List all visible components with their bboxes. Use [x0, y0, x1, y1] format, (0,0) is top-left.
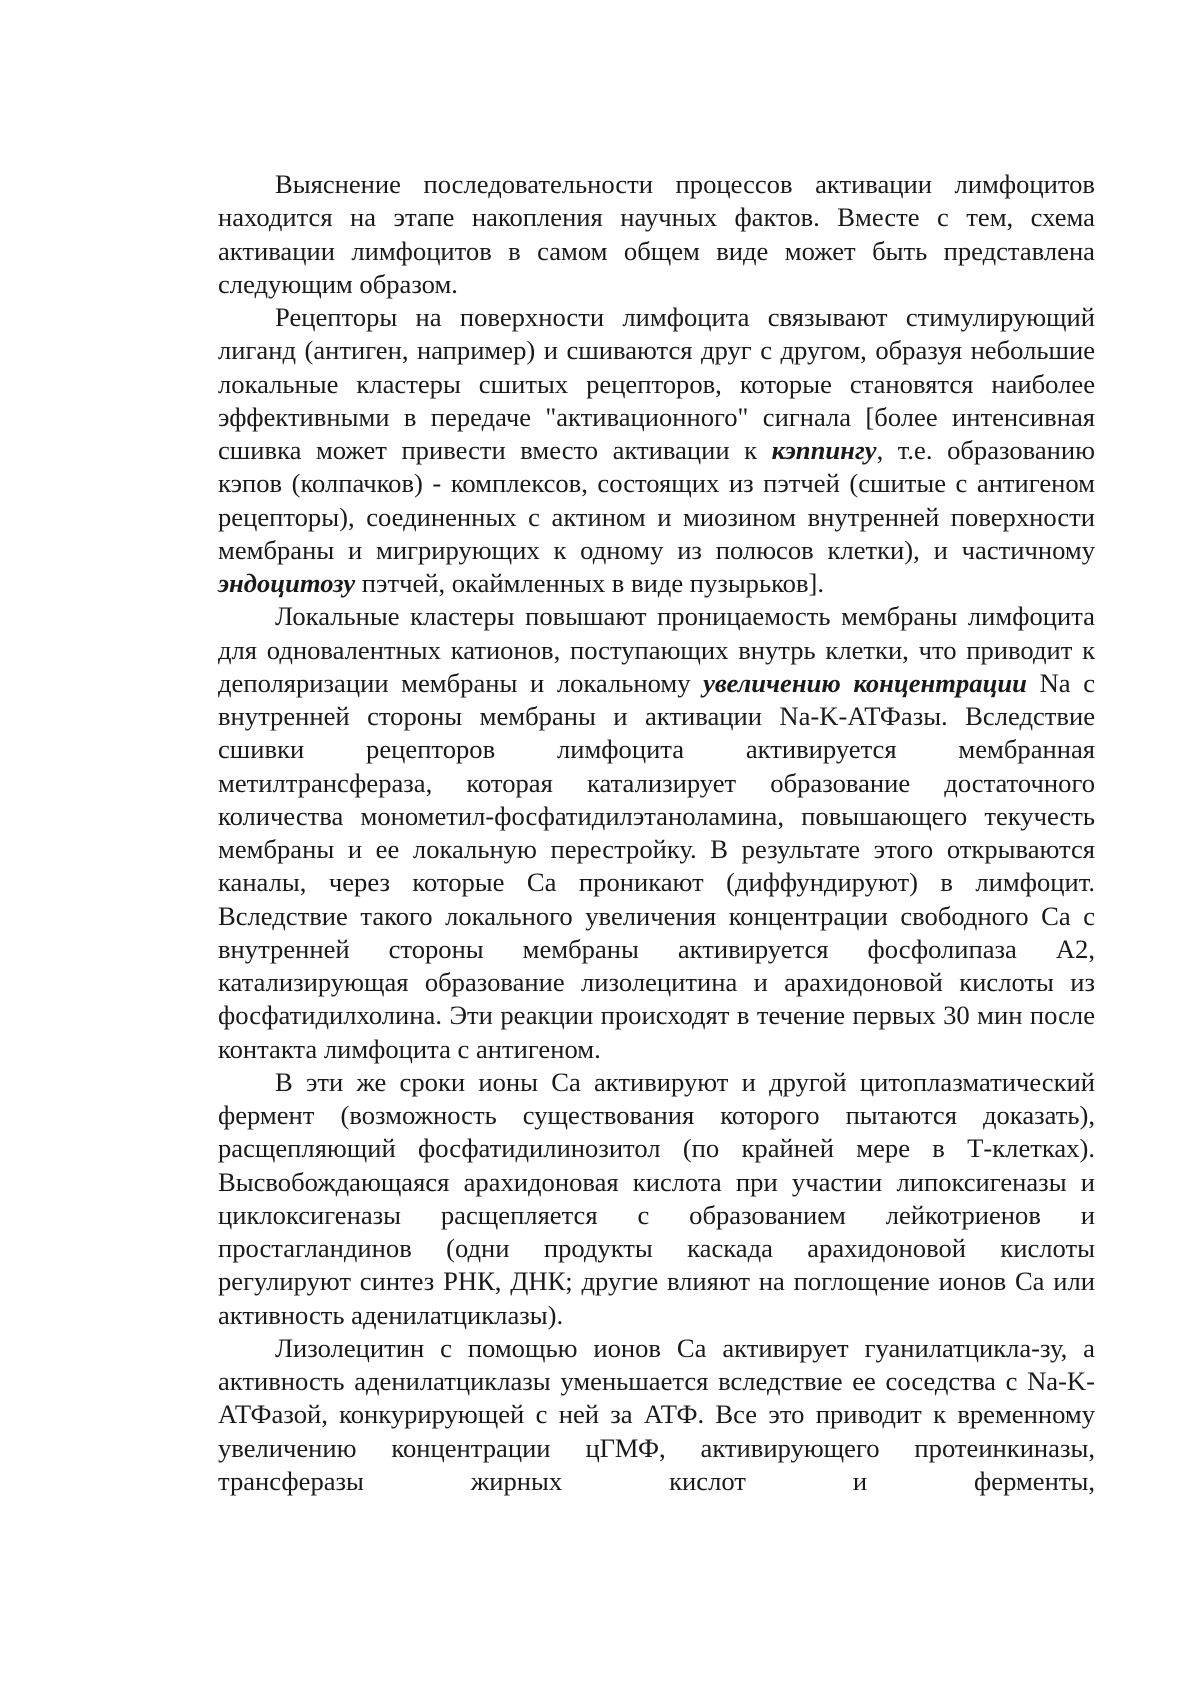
text-run: Локальные кластеры повышают проницаемость мембраны лимфоцита для одновалентных катионов, поступающих внутрь клетки, что приводит к деполяризации мембраны и локальному: [218, 601, 1095, 698]
emphasized-term: увеличению концентрации: [703, 667, 1027, 698]
paragraph: [218, 301, 1095, 600]
emphasized-term: эндоцитозу: [218, 568, 356, 598]
text-run: Выяснение последовательности процессов активации лимфоцитов находится на этапе накопления научных фактов. Вместе с тем, схема активации лимфоцитов в самом общем виде может быть представлена следующим образом.: [218, 169, 1095, 299]
text-run: Na с внутренней стороны мембраны и активации Na-K-АТФазы. Вследствие сшивки рецепторов лимфоцита активируется мембранная метилтрансфераза, которая катализирует образование достаточного количества монометил-фосфатидилэтаноламина, повышающего текучесть мембраны и ее локальную перестройку. В результате этого открываются каналы, через которые Са проникают (диффундируют) в лимфоцит. Вследствие такого локального увеличения концентрации свободного Са с внутренней стороны мембраны активируется фосфолипаза А2, катализирующая образование лизолецитина и арахидоновой кислоты из фосфатидилхолина. Эти реакции происходят в течение первых 30 мин после контакта лимфоцита с антигеном.: [218, 667, 1095, 1064]
paragraph: [218, 168, 1095, 301]
text-run: Лизолецитин с помощью ионов Са активирует гуанилатцикла-зу, а активность аденилатциклазы уменьшается вследствие ее соседства с Na-K-АТФазой, конкурирующей с ней за АТФ. Все это приводит к временному увеличению концентрации цГМФ, активирующего протеинкиназы, трансферазы жирных кислот и ферменты,: [218, 1332, 1095, 1496]
paragraph: [218, 1332, 1095, 1498]
body-text: [218, 168, 1095, 1498]
text-run: пэтчей, окаймленных в виде пузырьков].: [355, 568, 825, 598]
text-run: Рецепторы на поверхности лимфоцита связывают стимулирующий лиганд (антиген, например) и сшиваются друг с другом, образуя небольшие локальные кластеры сшитых рецепторов, которые становятся наиболее эффективными в передаче "активационного" сигнала [более интенсивная сшивка может привести вместо активации к: [218, 302, 1095, 465]
text-run: В эти же сроки ионы Са активируют и другой цитоплазматический фермент (возможность существования которого пытаются доказать), расщепляющий фосфатидилинозитол (по крайней мере в Т-клетках). Высвобождающаяся арахидоновая кислота при участии липоксигеназы и циклоксигеназы расщепляется с образованием лейкотриенов и простагландинов (одни продукты каскада арахидоновой кислоты регулируют синтез РНК, ДНК; другие влияют на поглощение ионов Са или активность аденилатциклазы).: [218, 1066, 1095, 1330]
paragraph: [218, 1066, 1095, 1332]
emphasized-term: кэппингу: [771, 435, 877, 465]
text-run: , т.е. образованию кэпов (колпачков) - комплексов, состоящих из пэтчей (сшитые с антигеном рецепторы), соединенных с актином и миозином внутренней поверхности мембраны и мигрирующих к одному из полюсов клетки), и частичному: [218, 435, 1095, 565]
paragraph: [218, 600, 1095, 1066]
